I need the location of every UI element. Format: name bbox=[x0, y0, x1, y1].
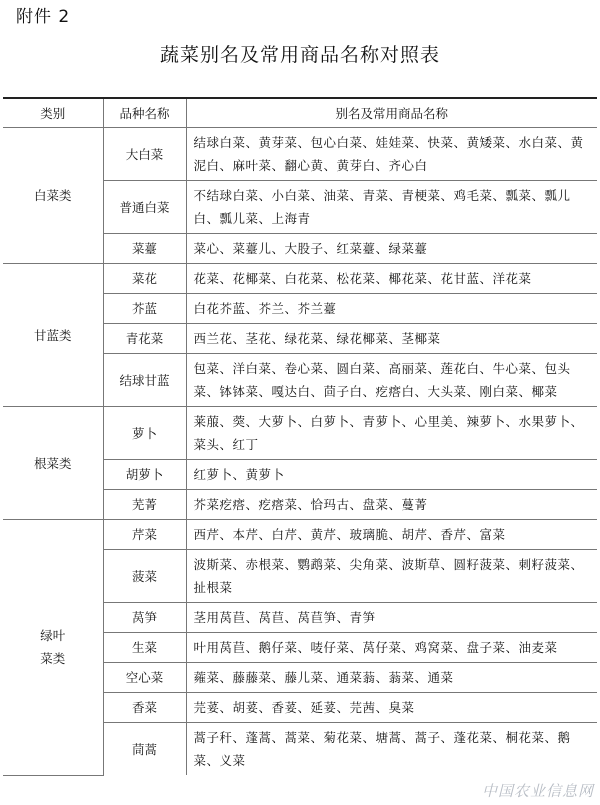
variety-name-cell: 芜菁 bbox=[103, 490, 186, 520]
variety-name-cell: 大白菜 bbox=[103, 128, 186, 181]
variety-name-cell: 菜薹 bbox=[103, 234, 186, 264]
table-row bbox=[3, 407, 597, 460]
variety-name-cell: 结球甘蓝 bbox=[103, 354, 186, 407]
alias-list-cell: 蕹菜、藤藤菜、藤儿菜、通菜蓊、蓊菜、通菜 bbox=[186, 663, 597, 693]
category-cell: 甘蓝类 bbox=[3, 264, 103, 407]
variety-name-cell: 生菜 bbox=[103, 633, 186, 663]
alias-list-cell: 叶用莴苣、鹅仔菜、唛仔菜、莴仔菜、鸡窝菜、盘子菜、油麦菜 bbox=[186, 633, 597, 663]
alias-list-cell: 茎用莴苣、莴苣、莴苣笋、青笋 bbox=[186, 603, 597, 633]
variety-name-cell: 胡萝卜 bbox=[103, 460, 186, 490]
category-cell: 绿叶 菜类 bbox=[3, 520, 103, 776]
variety-name-cell: 芥蓝 bbox=[103, 294, 186, 324]
category-cell: 白菜类 bbox=[3, 128, 103, 264]
header-aliases: 别名及常用商品名称 bbox=[186, 98, 597, 128]
alias-list-cell: 结球白菜、黄芽菜、包心白菜、娃娃菜、快菜、黄矮菜、水白菜、黄泥白、麻叶菜、翻心黄、黄芽白、齐心白 bbox=[186, 128, 597, 181]
table-body bbox=[3, 128, 597, 776]
alias-list-cell: 芫荽、胡荽、香荽、延荽、芫茜、臭菜 bbox=[186, 693, 597, 723]
variety-name-cell: 青花菜 bbox=[103, 324, 186, 354]
header-category: 类别 bbox=[3, 98, 103, 128]
alias-list-cell: 蒿子秆、蓬蒿、蒿菜、菊花菜、塘蒿、蒿子、蓬花菜、桐花菜、鹅菜、义菜 bbox=[186, 723, 597, 776]
variety-name-cell: 菜花 bbox=[103, 264, 186, 294]
alias-list-cell: 西芹、本芹、白芹、黄芹、玻璃脆、胡芹、香芹、富菜 bbox=[186, 520, 597, 550]
table-row bbox=[3, 128, 597, 181]
alias-list-cell: 包菜、洋白菜、卷心菜、圆白菜、高丽菜、莲花白、牛心菜、包头菜、钵钵菜、嘎达白、茴子白、疙瘩白、大头菜、刚白菜、椰菜 bbox=[186, 354, 597, 407]
alias-list-cell: 西兰花、茎花、绿花菜、绿花椰菜、茎椰菜 bbox=[186, 324, 597, 354]
variety-name-cell: 香菜 bbox=[103, 693, 186, 723]
watermark-logo: 中国农业信息网 bbox=[481, 782, 594, 800]
header-variety: 品种名称 bbox=[103, 98, 186, 128]
alias-list-cell: 莱菔、葖、大萝卜、白萝卜、青萝卜、心里美、辣萝卜、水果萝卜、菜头、红丁 bbox=[186, 407, 597, 460]
alias-list-cell: 白花芥蓝、芥兰、芥兰薹 bbox=[186, 294, 597, 324]
table-header-row bbox=[3, 98, 597, 128]
variety-name-cell: 空心菜 bbox=[103, 663, 186, 693]
variety-name-cell: 茼蒿 bbox=[103, 723, 186, 776]
document-title: 蔬菜别名及常用商品名称对照表 bbox=[159, 44, 440, 66]
variety-name-cell: 菠菜 bbox=[103, 550, 186, 603]
variety-name-cell: 萝卜 bbox=[103, 407, 186, 460]
vegetable-alias-table bbox=[3, 97, 597, 776]
table-row bbox=[3, 264, 597, 294]
attachment-label: 附件 2 bbox=[16, 7, 71, 27]
variety-name-cell: 莴笋 bbox=[103, 603, 186, 633]
alias-list-cell: 不结球白菜、小白菜、油菜、青菜、青梗菜、鸡毛菜、瓢菜、瓢儿白、瓢儿菜、上海青 bbox=[186, 181, 597, 234]
alias-list-cell: 波斯菜、赤根菜、鹦鹉菜、尖角菜、波斯草、圆籽菠菜、刺籽菠菜、扯根菜 bbox=[186, 550, 597, 603]
variety-name-cell: 普通白菜 bbox=[103, 181, 186, 234]
alias-list-cell: 菜心、菜薹儿、大股子、红菜薹、绿菜薹 bbox=[186, 234, 597, 264]
alias-list-cell: 花菜、花椰菜、白花菜、松花菜、椰花菜、花甘蓝、洋花菜 bbox=[186, 264, 597, 294]
alias-list-cell: 红萝卜、黄萝卜 bbox=[186, 460, 597, 490]
category-cell: 根菜类 bbox=[3, 407, 103, 520]
alias-list-cell: 芥菜疙瘩、疙瘩菜、恰玛古、盘菜、蔓菁 bbox=[186, 490, 597, 520]
variety-name-cell: 芹菜 bbox=[103, 520, 186, 550]
table-row bbox=[3, 520, 597, 550]
